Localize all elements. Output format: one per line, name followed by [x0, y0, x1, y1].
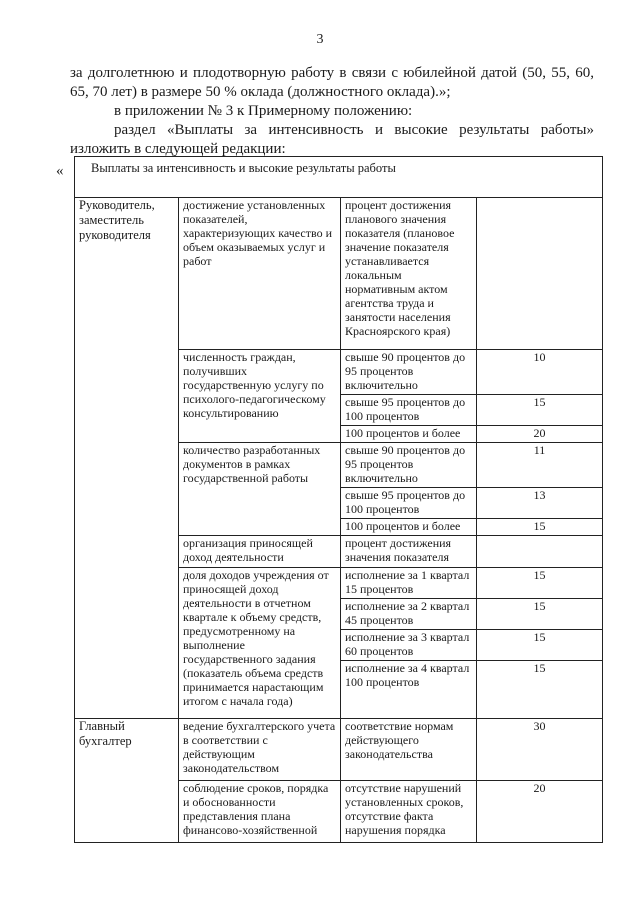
condition-cell: свыше 95 процентов до 100 процентов	[341, 395, 477, 426]
value-cell	[477, 198, 603, 350]
condition-cell: 100 процентов и более	[341, 426, 477, 443]
value-cell: 11	[477, 443, 603, 488]
value-cell	[477, 536, 603, 568]
condition-cell: исполнение за 2 квартал 45 процентов	[341, 599, 477, 630]
criterion-cell: доля доходов учреждения от приносящей доход деятельности в отчетном квартале к объему средств, предусмотренному на выполнение государственного задания (показатель объема средств принимается нарастающим итогом с начала года)	[179, 568, 341, 719]
value-cell: 13	[477, 488, 603, 519]
criterion-cell: достижение установленных показателей, характеризующих качество и объем оказываемых услуг и работ	[179, 198, 341, 350]
condition-cell: свыше 90 процентов до 95 процентов включительно	[341, 443, 477, 488]
condition-cell: исполнение за 3 квартал 60 процентов	[341, 630, 477, 661]
criterion-cell: количество разработанных документов в рамках государственной работы	[179, 443, 341, 536]
criterion-cell: организация приносящей доход деятельности	[179, 536, 341, 568]
page-number: 3	[316, 32, 324, 47]
value-cell: 15	[477, 395, 603, 426]
position-director: Руководитель, заместитель руководителя	[75, 198, 179, 719]
payments-table	[74, 156, 603, 843]
condition-cell: процент достижения планового значения показателя (плановое значение показателя устанавливается локальным нормативным актом агентства труда и занятости населения Красноярского края)	[341, 198, 477, 350]
value-cell: 15	[477, 568, 603, 599]
value-cell: 15	[477, 599, 603, 630]
position-continuation	[75, 781, 179, 843]
condition-cell: исполнение за 1 квартал 15 процентов	[341, 568, 477, 599]
opening-quote-mark: «	[56, 163, 64, 179]
value-cell: 10	[477, 350, 603, 395]
value-cell: 30	[477, 719, 603, 781]
condition-cell: исполнение за 4 квартал 100 процентов	[341, 661, 477, 719]
paragraph-appendix: в приложении № 3 к Примерному положению:	[114, 103, 413, 119]
value-cell: 20	[477, 781, 603, 843]
table-row	[75, 719, 603, 781]
criterion-cell: соблюдение сроков, порядка и обоснованности представления плана финансово-хозяйственной	[179, 781, 341, 843]
paragraph-jubilee: за долголетнюю и плодотворную работу в связи с юбилейной датой (50, 55, 60, 65, 70 лет) в размере 50 % оклада (должностного оклада).»;	[70, 65, 594, 100]
value-cell: 15	[477, 630, 603, 661]
table-header: Выплаты за интенсивность и высокие результаты работы	[75, 157, 603, 198]
condition-cell: свыше 95 процентов до 100 процентов	[341, 488, 477, 519]
position-chief-accountant: Главный бухгалтер	[75, 719, 179, 781]
table-row	[75, 198, 603, 350]
condition-cell: отсутствие нарушений установленных сроков, отсутствие факта нарушения порядка	[341, 781, 477, 843]
condition-cell: соответствие нормам действующего законодательства	[341, 719, 477, 781]
criterion-cell: ведение бухгалтерского учета в соответствии с действующим законодательством	[179, 719, 341, 781]
value-cell: 15	[477, 519, 603, 536]
value-cell: 15	[477, 661, 603, 719]
condition-cell: свыше 90 процентов до 95 процентов включительно	[341, 350, 477, 395]
table-header-row	[75, 157, 603, 198]
value-cell: 20	[477, 426, 603, 443]
condition-cell: процент достижения значения показателя	[341, 536, 477, 568]
condition-cell: 100 процентов и более	[341, 519, 477, 536]
table-row	[75, 781, 603, 843]
criterion-cell: численность граждан, получивших государственную услугу по психолого-педагогическому консультированию	[179, 350, 341, 443]
paragraph-section: раздел «Выплаты за интенсивность и высокие результаты работы» изложить в следующей редакции:	[70, 122, 594, 157]
